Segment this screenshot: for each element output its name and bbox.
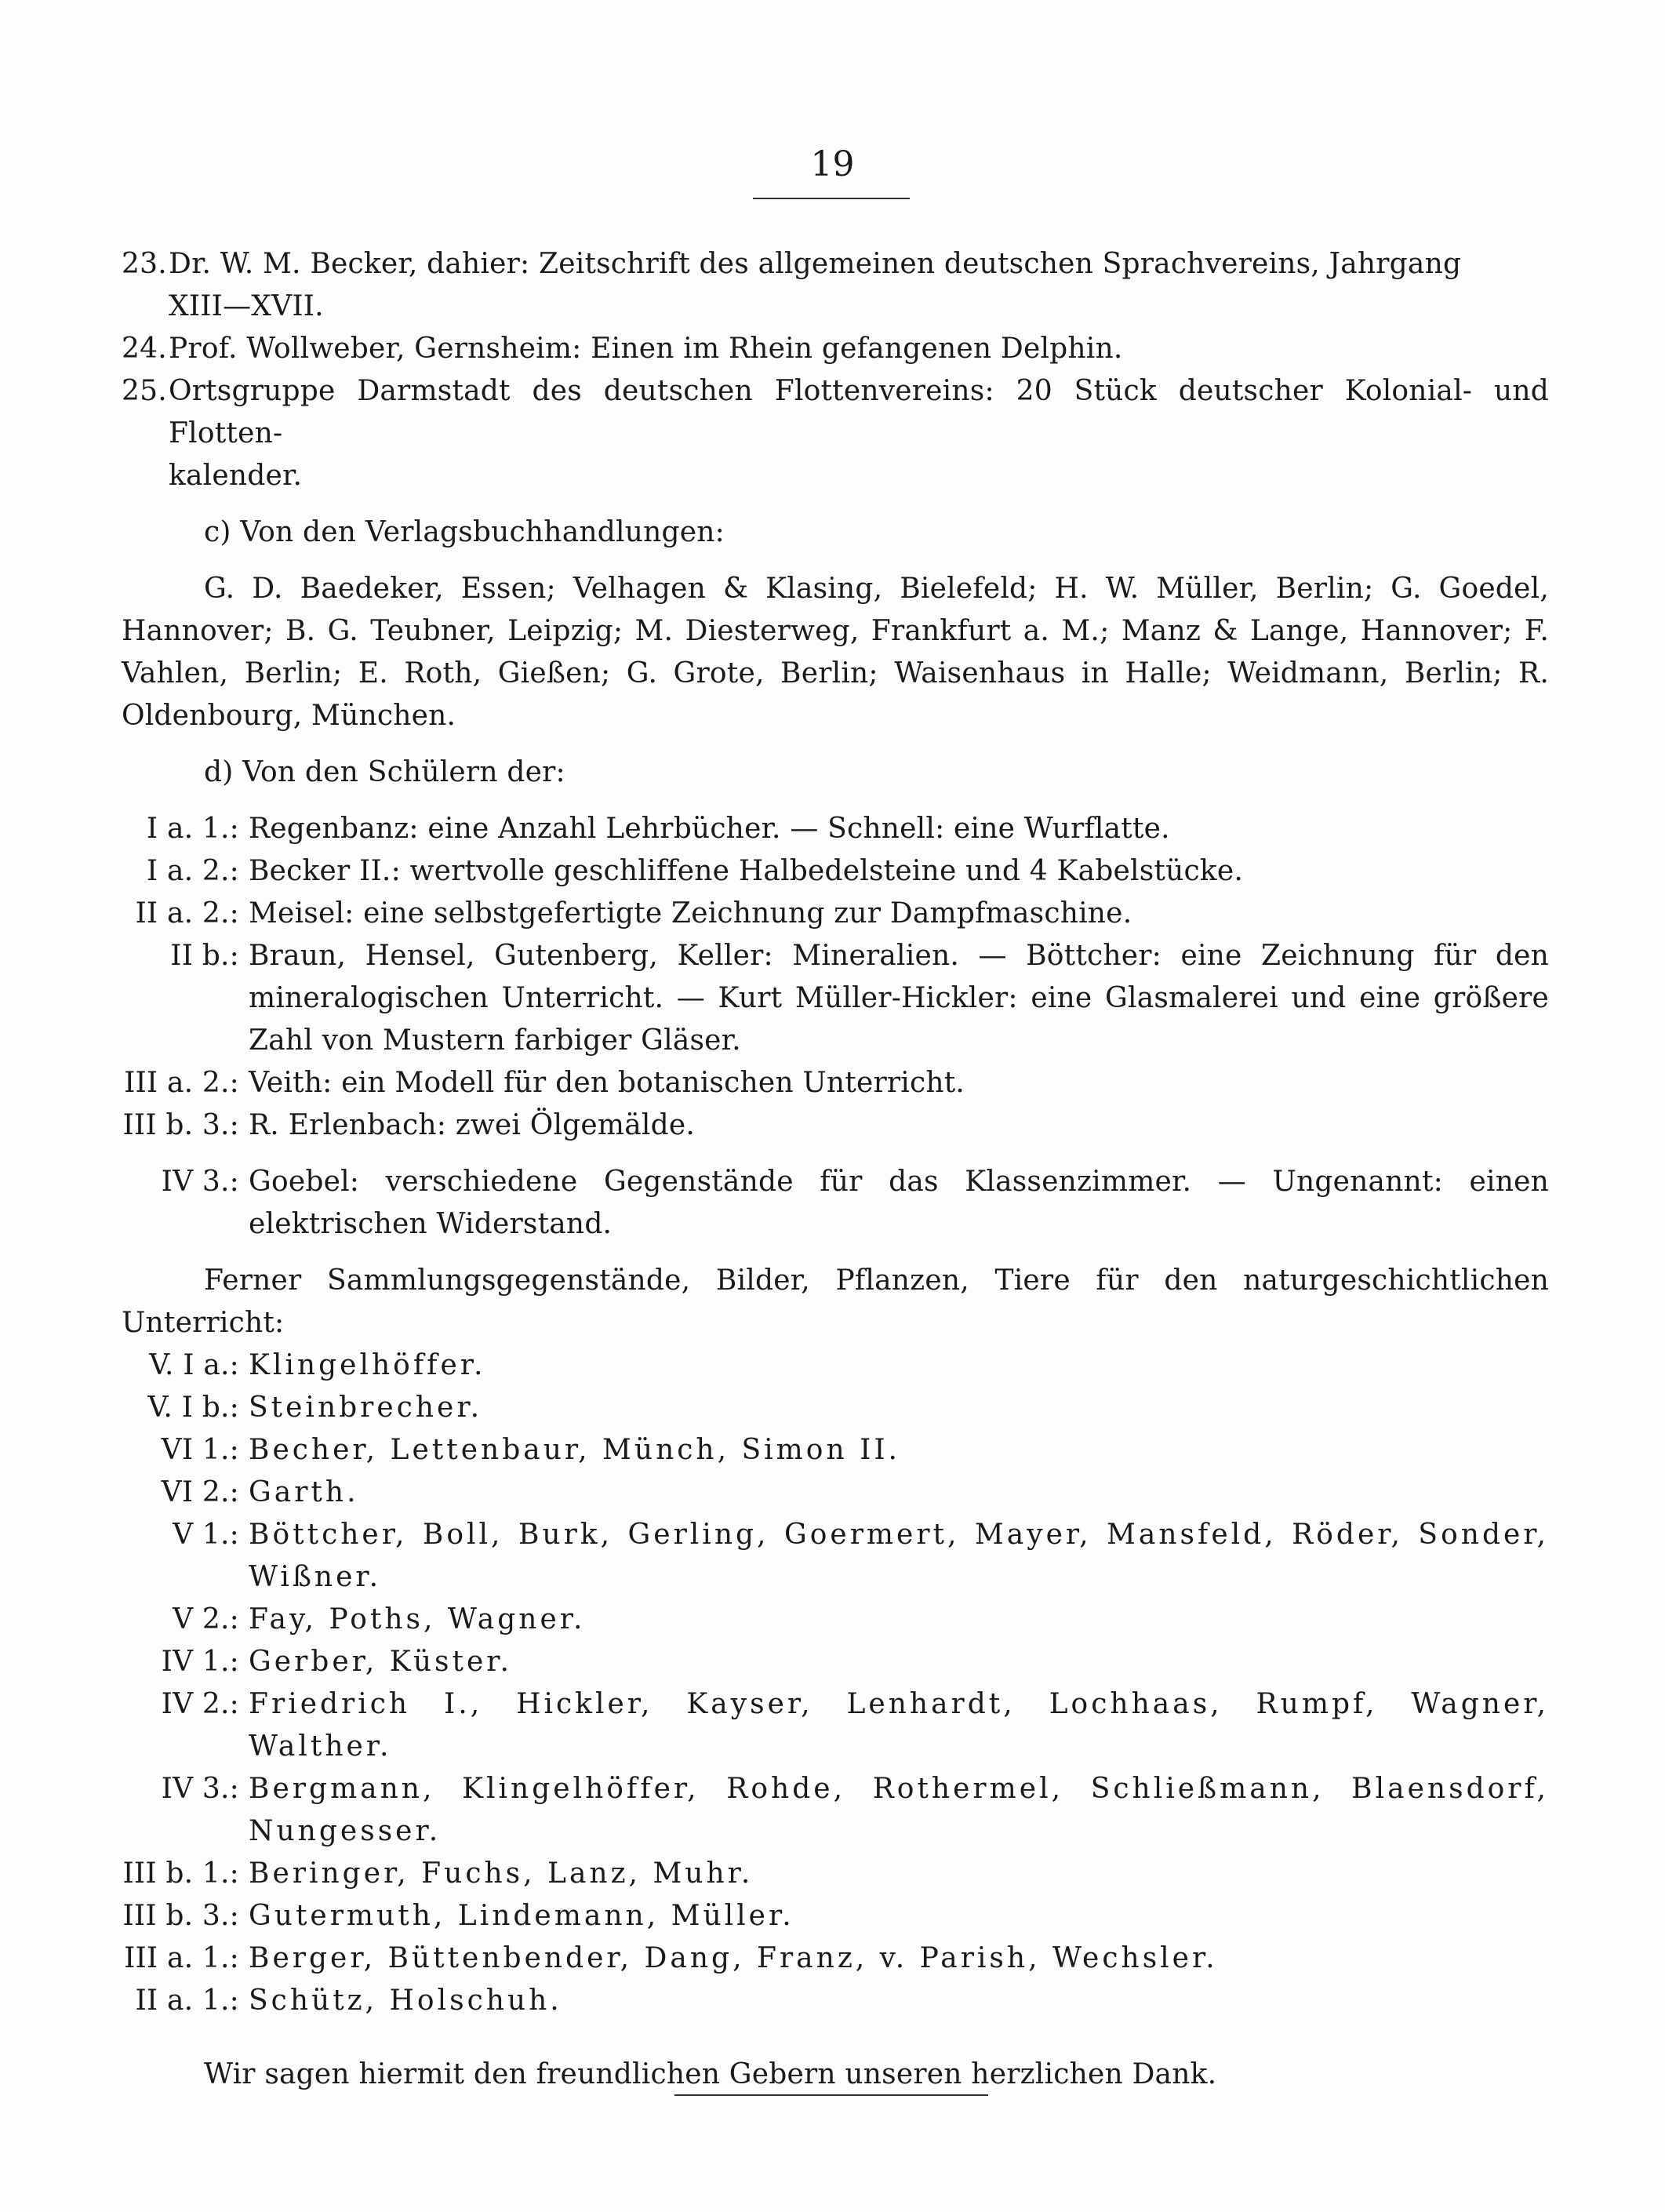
page-number: 19 — [810, 144, 855, 184]
class-label: IV 3.: — [161, 1773, 239, 1805]
student-names: Steinbrecher. — [249, 1392, 483, 1424]
student-names: Friedrich I., Hickler, Kayser, Lenhardt, Lochhaas, Rumpf, Wagner, Walther. — [249, 1688, 1549, 1763]
donation-item — [122, 370, 1549, 497]
donation-text: Dr. W. M. Becker, dahier: Zeitschrift des allgemeinen deutschen Sprachvereins, Jahrgang — [169, 248, 1462, 280]
student-names-row — [122, 1937, 1549, 1980]
closing-thanks: Wir sagen hiermit den freundlichen Gebern unseren herzlichen Dank. — [204, 2058, 1217, 2090]
class-label: III b. 3.: — [122, 1900, 239, 1932]
donation-item — [122, 328, 1549, 370]
class-label: IV 3.: — [161, 1166, 239, 1198]
class-label: III a. 1.: — [124, 1942, 239, 1974]
student-names: Schütz, Holschuh. — [249, 1985, 562, 2017]
top-rule — [753, 198, 910, 199]
class-donation-text: Braun, Hensel, Gutenberg, Keller: Mineralien. — Böttcher: eine Zeichnung für den mineralogischen Unterricht. — Kurt Müller-Hickler: eine Glasmalerei und eine größere Zahl von Mustern farbiger Gläser. — [249, 940, 1549, 1057]
class-label: V. I b.: — [147, 1392, 239, 1424]
class-donation-row — [122, 893, 1549, 935]
student-names: Gutermuth, Lindemann, Müller. — [249, 1900, 794, 1932]
class-label: III b. 3.: — [122, 1109, 239, 1141]
student-names-row — [122, 1980, 1549, 2022]
donation-number: 25. — [122, 375, 167, 407]
student-names-row — [122, 1344, 1549, 1387]
class-donation-row — [122, 1104, 1549, 1147]
class-label: V 2.: — [173, 1603, 239, 1635]
bottom-rule — [674, 2094, 988, 2096]
class-label: I a. 2.: — [146, 855, 239, 887]
class-label: IV 1.: — [161, 1646, 239, 1678]
class-label: II b.: — [170, 940, 239, 972]
class-label: II a. 1.: — [135, 1985, 239, 2017]
donation-continuation: XIII—XVII. — [169, 290, 324, 322]
class-label: VI 1.: — [161, 1434, 239, 1466]
class-label: V. I a.: — [149, 1349, 239, 1381]
student-names-row — [122, 1768, 1549, 1853]
student-names: Gerber, Küster. — [249, 1646, 512, 1678]
donation-continuation: kalender. — [169, 460, 303, 492]
student-names: Böttcher, Boll, Burk, Gerling, Goermert, Mayer, Mansfeld, Röder, Sonder, Wißner. — [249, 1519, 1549, 1593]
donation-text: Ortsgruppe Darmstadt des deutschen Flottenvereins: 20 Stück deutscher Kolonial- und Flotten- — [169, 375, 1549, 449]
student-names-row — [122, 1641, 1549, 1683]
class-donation-row — [122, 1161, 1549, 1246]
student-names: Beringer, Fuchs, Lanz, Muhr. — [249, 1857, 754, 1890]
class-donation-row — [122, 850, 1549, 893]
class-donation-text: Becker II.: wertvolle geschliffene Halbedelsteine und 4 Kabelstücke. — [249, 855, 1243, 887]
page-content — [122, 243, 1549, 2096]
student-names-row — [122, 1599, 1549, 1641]
student-names-row — [122, 1472, 1549, 1514]
section-c-heading: c) Von den Verlagsbuchhandlungen: — [204, 516, 725, 548]
class-donation-text: Regenbanz: eine Anzahl Lehrbücher. — Schnell: eine Wurflatte. — [249, 813, 1170, 845]
class-donation-row — [122, 808, 1549, 850]
class-donation-row — [122, 1062, 1549, 1104]
class-donation-text: Meisel: eine selbstgefertigte Zeichnung zur Dampfmaschine. — [249, 897, 1132, 930]
class-donation-text: Goebel: verschiedene Gegenstände für das Klassenzimmer. — Ungenannt: einen elektrischen Widerstand. — [249, 1166, 1549, 1240]
class-label: VI 2.: — [161, 1476, 239, 1508]
class-label: II a. 2.: — [135, 897, 239, 930]
student-names-row — [122, 1514, 1549, 1599]
class-donation-text: Veith: ein Modell für den botanischen Unterricht. — [249, 1067, 965, 1099]
class-donation-row — [122, 935, 1549, 1062]
donation-number: 24. — [122, 333, 167, 365]
student-names-row — [122, 1895, 1549, 1937]
student-names: Garth. — [249, 1476, 359, 1508]
class-label: III b. 1.: — [122, 1857, 239, 1890]
student-names-row — [122, 1683, 1549, 1768]
student-names-row — [122, 1387, 1549, 1429]
student-names-row — [122, 1429, 1549, 1472]
section-c-text: G. D. Baedeker, Essen; Velhagen & Klasing, Bielefeld; H. W. Müller, Berlin; G. Goedel, Hannover; B. G. Teubner, Leipzig; M. Diesterweg, Frankfurt a. M.; Manz & Lange, Hannover; F. Vahlen, Berlin; E. Roth, Gießen; G. Grote, Berlin; Waisenhaus in Halle; Weidmann, Berlin; R. Oldenbourg, München. — [122, 573, 1549, 732]
ferner-heading: Ferner Sammlungsgegenstände, Bilder, Pflanzen, Tiere für den naturgeschichtlichen Unterricht: — [122, 1264, 1549, 1339]
section-d-heading: d) Von den Schülern der: — [204, 756, 565, 788]
class-label: V 1.: — [173, 1519, 239, 1551]
class-label: III a. 2.: — [124, 1067, 239, 1099]
donation-item — [122, 243, 1549, 328]
student-names: Bergmann, Klingelhöffer, Rohde, Rothermel, Schließmann, Blaensdorf, Nungesser. — [249, 1773, 1549, 1847]
student-names-row — [122, 1853, 1549, 1895]
donation-number: 23. — [122, 248, 167, 280]
student-names: Klingelhöffer. — [249, 1349, 486, 1381]
donation-text: Prof. Wollweber, Gernsheim: Einen im Rhein gefangenen Delphin. — [169, 333, 1123, 365]
class-label: I a. 1.: — [146, 813, 239, 845]
student-names: Berger, Büttenbender, Dang, Franz, v. Parish, Wechsler. — [249, 1942, 1218, 1974]
class-donation-text: R. Erlenbach: zwei Ölgemälde. — [249, 1109, 696, 1141]
class-label: IV 2.: — [161, 1688, 239, 1720]
student-names: Becher, Lettenbaur, Münch, Simon II. — [249, 1434, 900, 1466]
student-names: Fay, Poths, Wagner. — [249, 1603, 586, 1635]
